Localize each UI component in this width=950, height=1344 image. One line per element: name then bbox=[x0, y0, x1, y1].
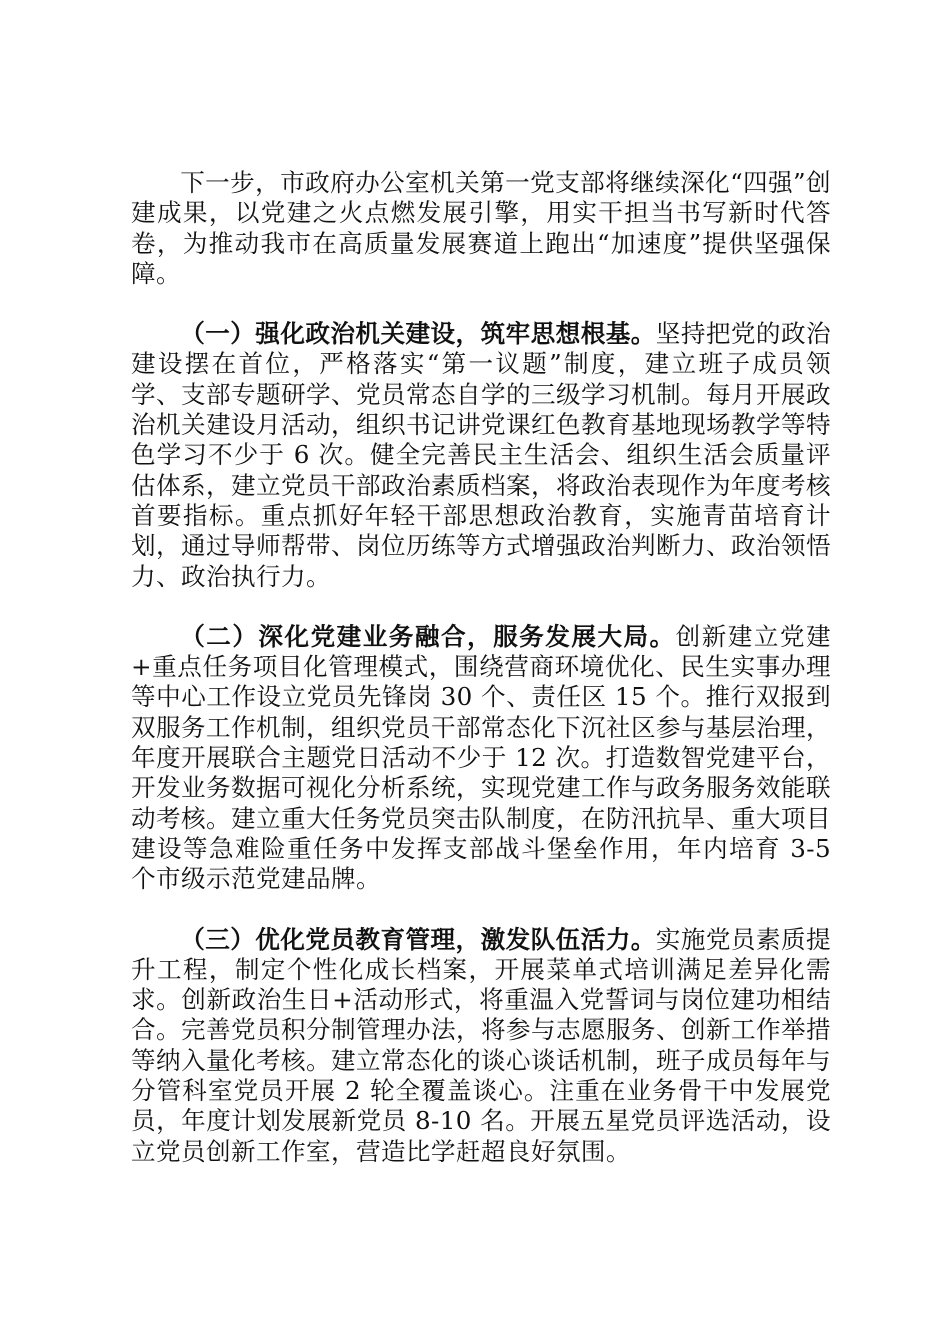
section-3-body: 实施党员素质提升工程，制定个性化成长档案，开展菜单式培训满足差异化需求。创新政治生日+活动形式，将重温入党誓词与岗位建功相结合。完善党员积分制管理办法，将参与志愿服务、创新工作举措等纳入量化考核。建立常态化的谈心谈话机制，班子成员每年与分管科室党员开展 2 轮全覆盖谈心。注重在业务骨干中发展党员，年度计划发展新党员 8-10 名。开展五星党员评选活动，设立党员创新工作室，营造比学赶超良好氛围。 bbox=[131, 924, 831, 1166]
section-2-heading: （二）深化党建业务融合，服务发展大局。 bbox=[180, 621, 676, 651]
section-1-heading: （一）强化政治机关建设，筑牢思想根基。 bbox=[180, 319, 656, 349]
section-1-paragraph bbox=[131, 319, 831, 592]
section-3-paragraph bbox=[131, 925, 831, 1167]
section-1-body: 坚持把党的政治建设摆在首位，严格落实“第一议题”制度，建立班子成员领学、支部专题研学、党员常态自学的三级学习机制。每月开展政治机关建设月活动，组织书记讲党课红色教育基地现场教学等特色学习不少于 6 次。健全完善民主生活会、组织生活会质量评估体系，建立党员干部政治素质档案，将政治表现作为年度考核首要指标。重点抓好年轻干部思想政治教育，实施青苗培育计划，通过导师帮带、岗位历练等方式增强政治判断力、政治领悟力、政治执行力。 bbox=[131, 319, 831, 591]
section-2-paragraph bbox=[131, 622, 831, 895]
section-3-heading: （三）优化党员教育管理，激发队伍活力。 bbox=[180, 924, 656, 954]
section-2-body: 创新建立党建+重点任务项目化管理模式，围绕营商环境优化、民生实事办理等中心工作设立党员先锋岗 30 个、责任区 15 个。推行双报到双服务工作机制，组织党员干部常态化下沉社区参与基层治理，年度开展联合主题党日活动不少于 12 次。打造数智党建平台，开发业务数据可视化分析系统，实现党建工作与政务服务效能联动考核。建立重大任务党员突击队制度，在防汛抗旱、重大项目建设等急难险重任务中发挥支部战斗堡垒作用，年内培育 3-5 个市级示范党建品牌。 bbox=[131, 621, 831, 894]
intro-paragraph: 下一步，市政府办公室机关第一党支部将继续深化“四强”创建成果，以党建之火点燃发展引擎，用实干担当书写新时代答卷，为推动我市在高质量发展赛道上跑出“加速度”提供坚强保障。 bbox=[131, 168, 831, 288]
document-page bbox=[131, 168, 831, 1167]
